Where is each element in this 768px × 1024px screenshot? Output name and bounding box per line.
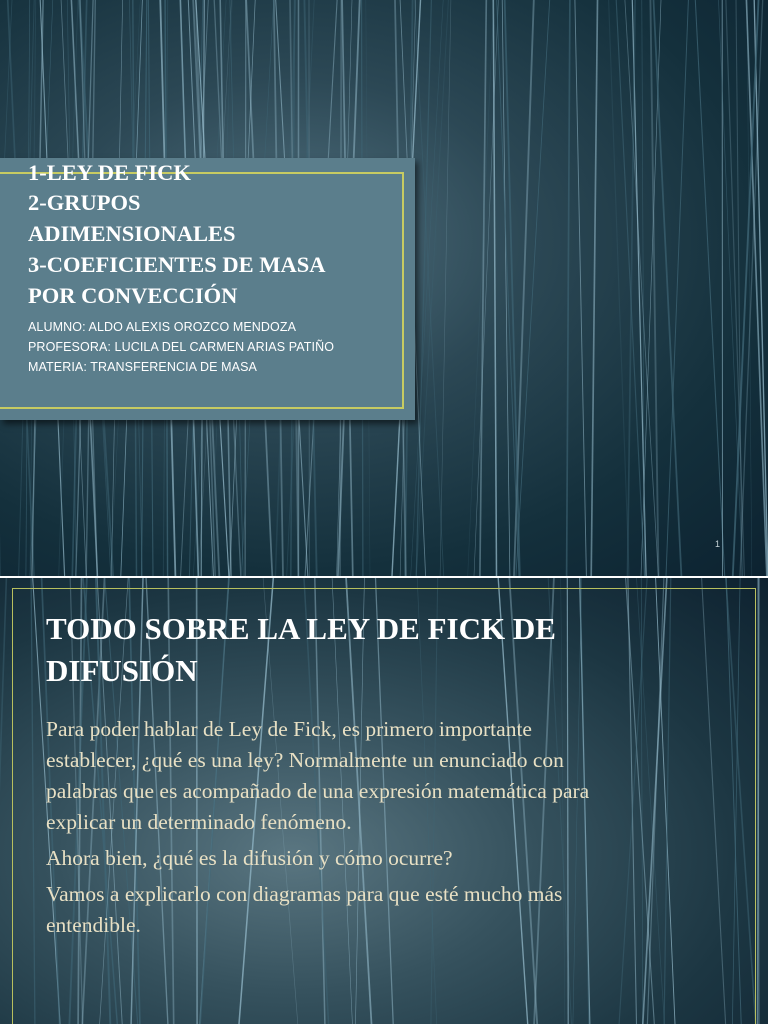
background-streak (591, 0, 597, 576)
background-streak (440, 0, 451, 576)
title-line-4: 3-COEFICIENTES DE MASA (28, 252, 326, 277)
background-streak (0, 578, 6, 1024)
background-streak (575, 0, 587, 576)
teacher-line: PROFESORA: LUCILA DEL CARMEN ARIAS PATIÑO (28, 340, 335, 354)
background-streak (502, 0, 510, 576)
body-line-3: palabras que es acompañado de una expresión matemática para (46, 779, 590, 803)
background-streak (516, 0, 550, 576)
background-streak (726, 0, 745, 576)
page-number: 1 (714, 539, 720, 549)
background-streak (616, 0, 644, 576)
body-line-6: Vamos a explicarlo con diagramas para que esté mucho más (46, 882, 563, 906)
background-streak (567, 0, 570, 576)
body-line-2: establecer, ¿qué es una ley? Normalmente un enunciado con (46, 748, 564, 772)
body-line-7: entendible. (46, 913, 141, 937)
title-box (0, 158, 415, 420)
background-streak (505, 0, 520, 576)
body-line-1: Para poder hablar de Ley de Fick, es primero importante (46, 717, 532, 741)
background-streak (609, 0, 630, 576)
background-streak (628, 0, 636, 576)
title-line-3: ADIMENSIONALES (28, 221, 236, 246)
title-line-1: 1-LEY DE FICK (28, 160, 191, 185)
body-line-5: Ahora bien, ¿qué es la difusión y cómo ocurre? (46, 846, 453, 870)
background-streak (695, 0, 724, 576)
slide-2 (0, 578, 768, 1024)
title-line-2: 2-GRUPOS (28, 190, 141, 215)
title-line-5: POR CONVECCIÓN (28, 283, 238, 308)
slide-2-title-line-1: TODO SOBRE LA LEY DE FICK DE (46, 611, 556, 646)
student-line: ALUMNO: ALDO ALEXIS OROZCO MENDOZA (28, 320, 297, 334)
slide-2-title-line-2: DIFUSIÓN (46, 653, 198, 688)
background-streak (416, 0, 448, 576)
body-line-4: explicar un determinado fenómeno. (46, 810, 352, 834)
subject-line: MATERIA: TRANSFERENCIA DE MASA (28, 360, 257, 374)
